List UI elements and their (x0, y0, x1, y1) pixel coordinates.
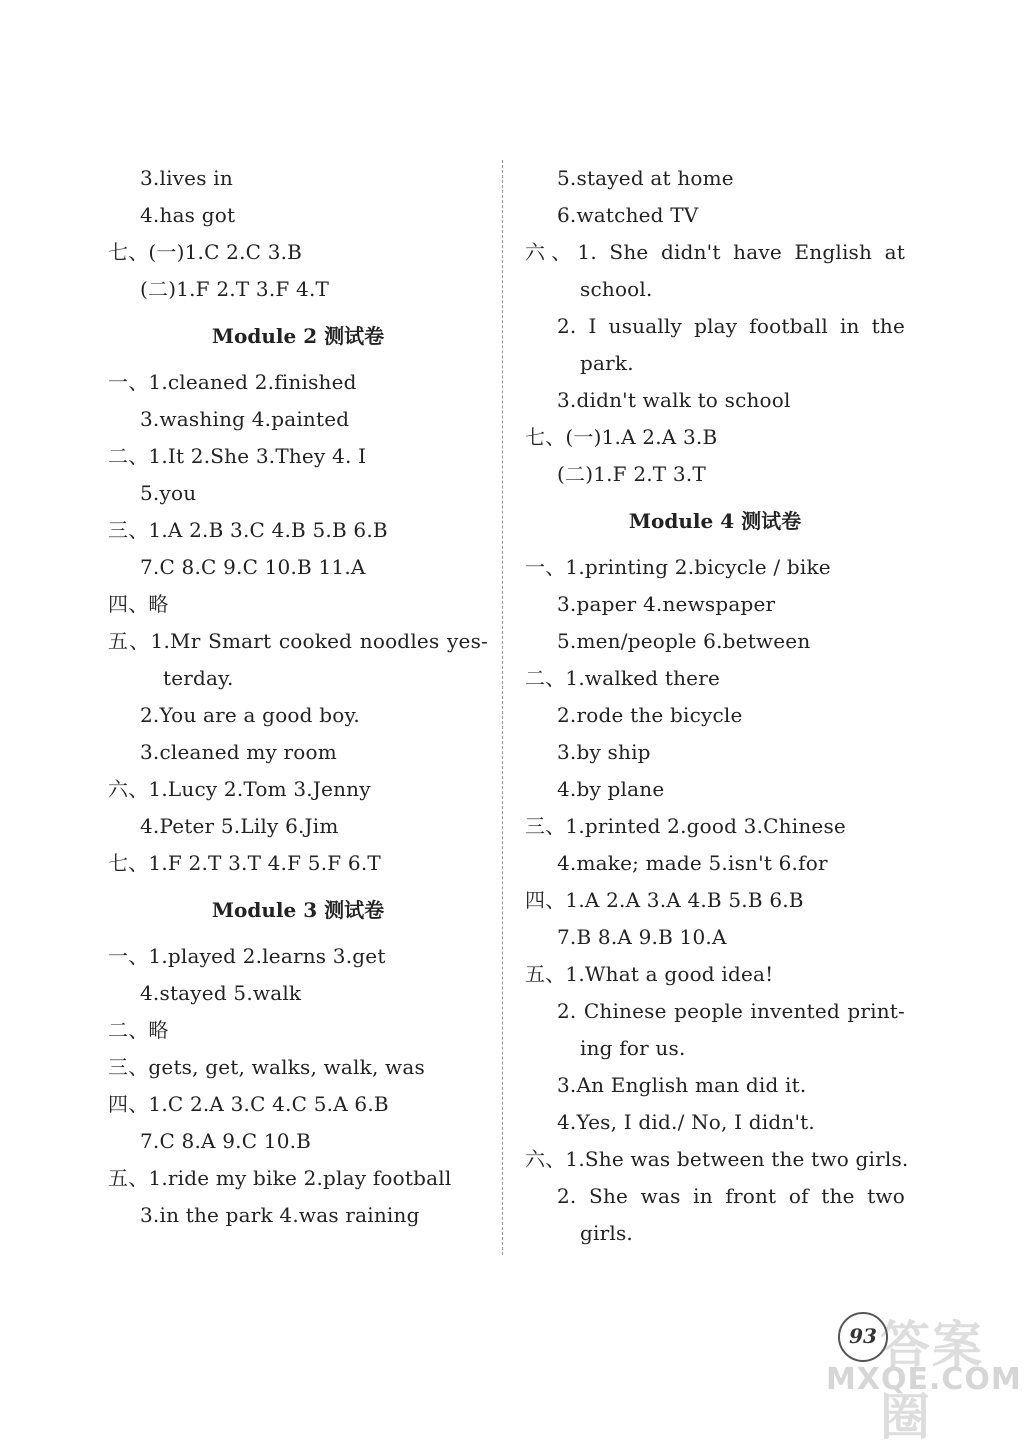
answer-line: 3.didn't walk to school (557, 388, 791, 412)
answer-line: 5.men/people 6.between (557, 629, 811, 653)
answer-line: 4.stayed 5.walk (140, 981, 302, 1005)
answer-line: terday. (163, 666, 234, 690)
answer-line: 一、1.played 2.learns 3.get (108, 944, 386, 968)
answer-line: 3.An English man did it. (557, 1073, 807, 1097)
answer-line: 五、1.ride my bike 2.play football (108, 1166, 452, 1190)
watermark-url: MXQE.COM (826, 1362, 1022, 1397)
section-heading-module-3: Module 3 测试卷 (211, 898, 385, 922)
answer-line: 六、1.She was between the two girls. (525, 1147, 909, 1171)
answer-line: 三、1.printed 2.good 3.Chinese (525, 814, 846, 838)
section-heading-module-4: Module 4 测试卷 (628, 509, 802, 533)
answer-line: (二)1.F 2.T 3.T (557, 462, 706, 486)
answer-line: 六、1. She didn't have English at (525, 240, 905, 264)
answer-line: 7.C 8.C 9.C 10.B 11.A (140, 555, 366, 579)
left-column (108, 160, 488, 1234)
answer-line: park. (580, 351, 634, 375)
answer-line: 四、1.C 2.A 3.C 4.C 5.A 6.B (108, 1092, 389, 1116)
answer-line: 四、略 (108, 592, 169, 616)
answer-line: 4.by plane (557, 777, 665, 801)
column-divider (502, 160, 503, 1255)
answer-line: 3.in the park 4.was raining (140, 1203, 420, 1227)
answer-line: 3.by ship (557, 740, 651, 764)
page-number: 93 (838, 1312, 888, 1362)
answer-line: school. (580, 277, 653, 301)
right-column (525, 160, 909, 1252)
section-heading-module-2: Module 2 测试卷 (211, 324, 385, 348)
answer-line: 四、1.A 2.A 3.A 4.B 5.B 6.B (525, 888, 804, 912)
answer-line: 2. I usually play football in the (557, 314, 905, 338)
answer-line: 3.paper 4.newspaper (557, 592, 776, 616)
answer-line: 4.has got (140, 203, 236, 227)
answer-line: 五、1.Mr Smart cooked noodles yes- (108, 629, 488, 653)
answer-line: ing for us. (580, 1036, 686, 1060)
answer-line: (二)1.F 2.T 3.F 4.T (140, 277, 330, 301)
answer-line: 七、(一)1.A 2.A 3.B (525, 425, 718, 449)
answer-line: 三、1.A 2.B 3.C 4.B 5.B 6.B (108, 518, 388, 542)
answer-line: 2.rode the bicycle (557, 703, 743, 727)
answer-line: 七、(一)1.C 2.C 3.B (108, 240, 303, 264)
answer-line: 3.cleaned my room (140, 740, 337, 764)
watermark-logo: 答案圈 (880, 1316, 984, 1446)
answer-line: 7.C 8.A 9.C 10.B (140, 1129, 312, 1153)
answer-line: 一、1.cleaned 2.finished (108, 370, 357, 394)
answer-line: 二、略 (108, 1018, 169, 1042)
answer-line: 2. She was in front of the two (557, 1184, 905, 1208)
answer-line: 2. Chinese people invented print- (557, 999, 905, 1023)
answer-line: 6.watched TV (557, 203, 699, 227)
answer-line: 七、1.F 2.T 3.T 4.F 5.F 6.T (108, 851, 381, 875)
answer-line: 二、1.It 2.She 3.They 4. I (108, 444, 367, 468)
answer-line: girls. (580, 1221, 633, 1245)
answer-line: 4.Peter 5.Lily 6.Jim (140, 814, 339, 838)
answer-line: 7.B 8.A 9.B 10.A (557, 925, 727, 949)
answer-line: 二、1.walked there (525, 666, 720, 690)
answer-line: 六、1.Lucy 2.Tom 3.Jenny (108, 777, 371, 801)
answer-line: 4.Yes, I did./ No, I didn't. (557, 1110, 815, 1134)
answer-line: 3.washing 4.painted (140, 407, 350, 431)
answer-line: 五、1.What a good idea! (525, 962, 774, 986)
answer-line: 3.lives in (140, 166, 233, 190)
answer-line: 5.stayed at home (557, 166, 734, 190)
answer-line: 2.You are a good boy. (140, 703, 360, 727)
answer-line: 4.make; made 5.isn't 6.for (557, 851, 828, 875)
answer-line: 5.you (140, 481, 197, 505)
answer-line: 一、1.printing 2.bicycle / bike (525, 555, 831, 579)
answer-line: 三、gets, get, walks, walk, was (108, 1055, 425, 1079)
